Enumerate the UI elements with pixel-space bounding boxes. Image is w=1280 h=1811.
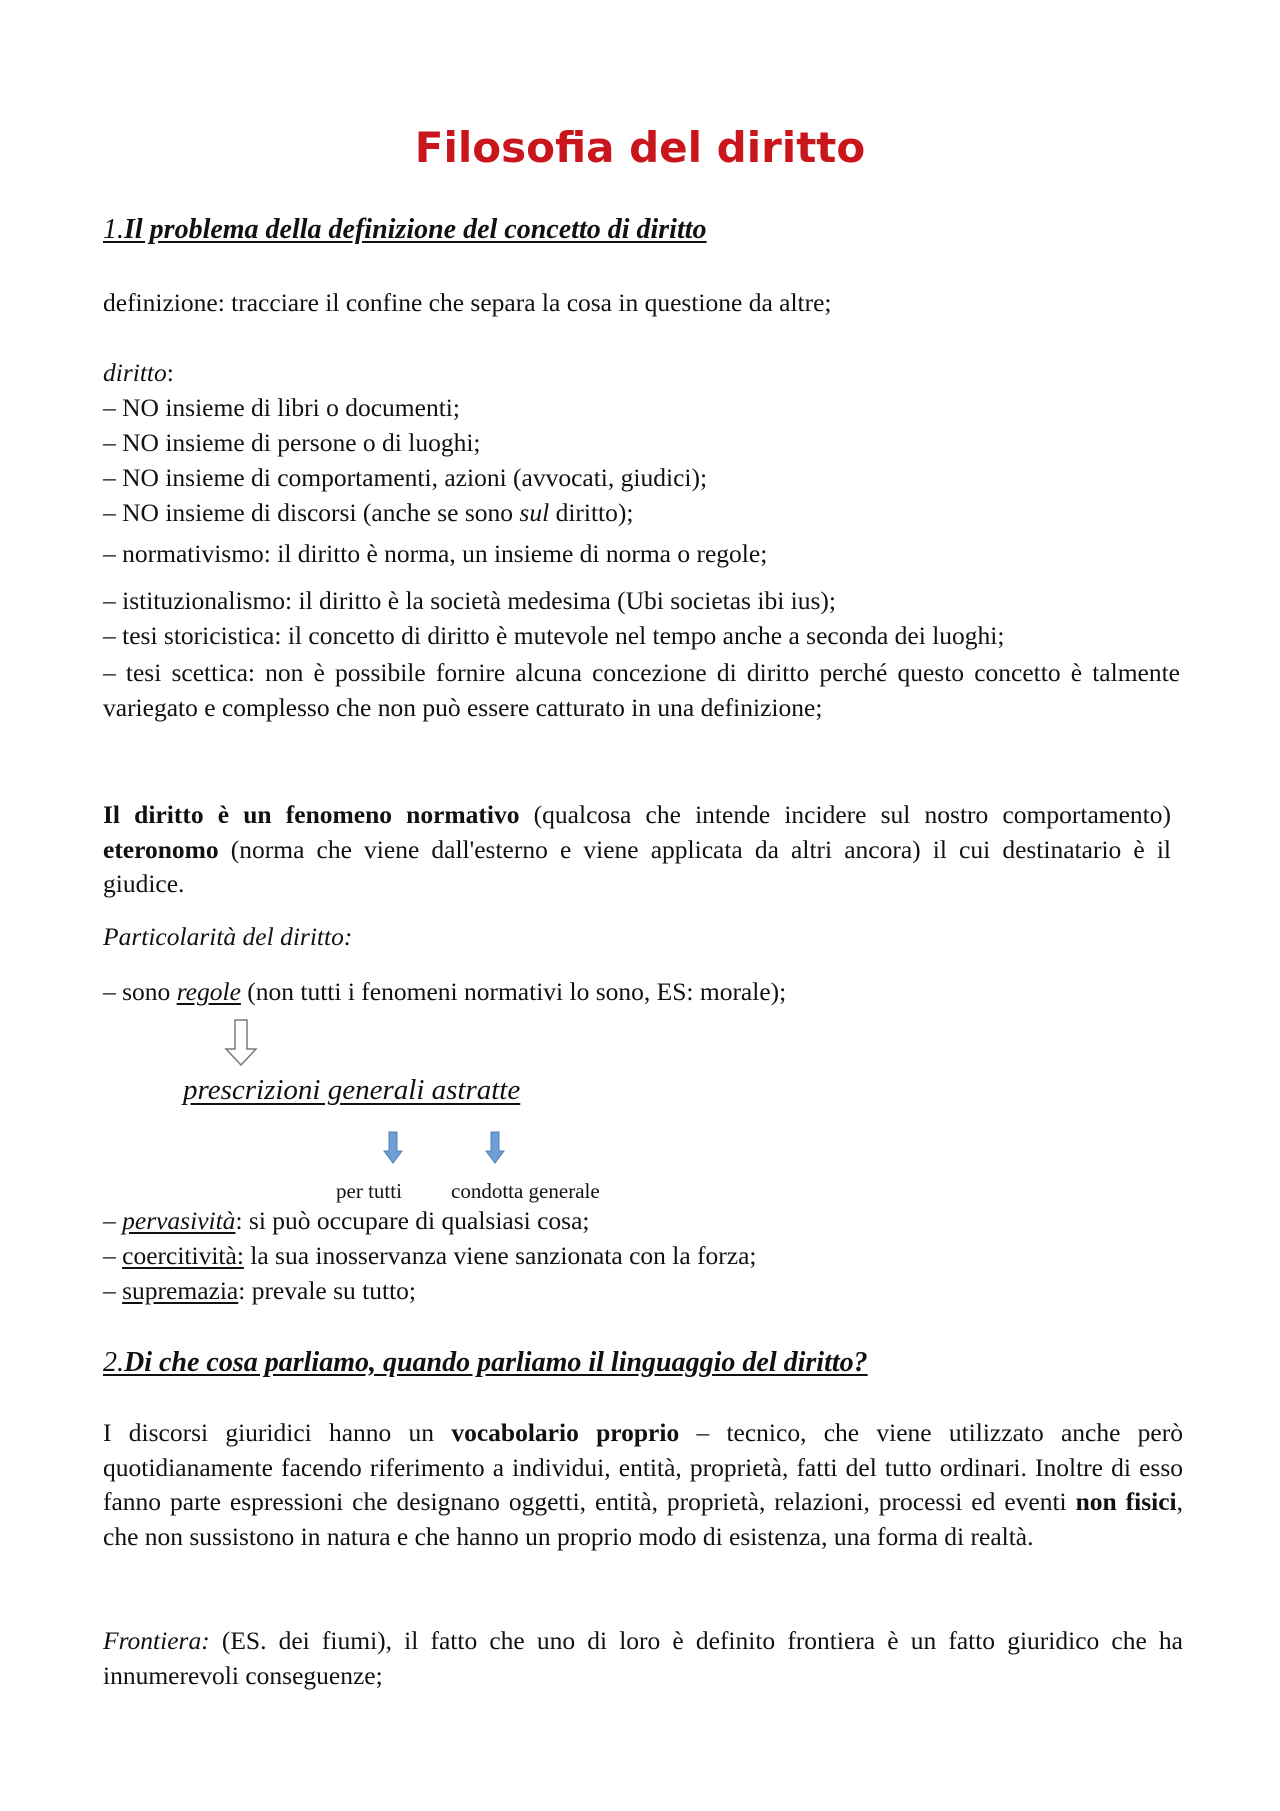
scettica-paragraph: – tesi scettica: non è possibile fornire alcuna concezione di diritto perché questo concetto è talmente variegato e complesso che non può essere catturato in una definizione; [103, 658, 1180, 722]
diritto-label: diritto [103, 358, 167, 387]
fenomeno-paragraph [103, 798, 1171, 902]
definition-line: definizione: tracciare il confine che separa la cosa in questione da altre; [103, 288, 832, 317]
paragraph-text: , che non sussistono in natura e che hanno un proprio modo di esistenza, una forma di realtà. [103, 1487, 1183, 1551]
frontiera-paragraph [103, 1624, 1183, 1693]
down-arrow-blue-icon [383, 1131, 403, 1165]
list-item: – NO insieme di libri o documenti; [103, 393, 460, 422]
per-tutti-label: per tutti [336, 1179, 402, 1203]
dash: – [103, 1276, 123, 1305]
supremazia-line [103, 1274, 416, 1308]
normativismo-line: – normativismo: il diritto è norma, un insieme di norma o regole; [103, 539, 768, 568]
supremazia-text: : prevale su tutto; [238, 1276, 416, 1305]
coercitivita-word: coercitività: [122, 1241, 244, 1270]
diritto-colon: : [166, 358, 174, 387]
dash: – [103, 1206, 123, 1235]
list-item: – NO insieme di persone o di luoghi; [103, 428, 481, 457]
non-fisici-bold: non fisici [1075, 1487, 1177, 1517]
coercitivita-line [103, 1239, 757, 1273]
pervasivita-line [103, 1204, 590, 1238]
fenomeno-bold-1: Il diritto è un fenomeno normativo [103, 800, 520, 829]
coercitivita-text: la sua inosservanza viene sanzionata con la forza; [243, 1241, 757, 1270]
section-2-number: 2. [103, 1347, 124, 1378]
paragraph-text: – tecnico, che viene utilizzato anche però quotidianamente facendo riferimento a individui, entità, proprietà, fatti del tutto ordinari. Inoltre di esso fanno parte espressioni che designano oggetti, entità, proprietà, relazioni, processi ed eventi [103, 1418, 1183, 1517]
section-2-title: Di che cosa parliamo, quando parliamo il linguaggio del diritto? [124, 1347, 868, 1378]
frontiera-text: (ES. dei fiumi), il fatto che uno di loro è definito frontiera è un fatto giuridico che ha innumerevoli conseguenze; [103, 1626, 1183, 1690]
regole-word: regole [176, 977, 241, 1006]
prescrizioni-heading: prescrizioni generali astratte [183, 1074, 521, 1106]
list-item: – NO insieme di comportamenti, azioni (avvocati, giudici); [103, 463, 708, 492]
vocabolario-bold: vocabolario proprio [451, 1418, 680, 1447]
particolarita-heading: Particolarità del diritto: [103, 922, 353, 951]
supremazia-word: supremazia [122, 1276, 239, 1305]
section-1-heading [103, 212, 707, 248]
fenomeno-bold-2: eteronomo [103, 834, 219, 864]
fenomeno-text-1: (qualcosa che intende incidere sul nostro comportamento) [519, 800, 1171, 829]
item4-part-c: diritto); [549, 498, 634, 527]
dash: – [103, 1241, 123, 1270]
vocabolario-paragraph [103, 1416, 1183, 1554]
page-title: Filosofia del diritto [414, 123, 866, 172]
frontiera-label: Frontiera: [103, 1626, 210, 1655]
item4-part-a: – NO insieme di discorsi (anche se sono [103, 498, 520, 527]
regole-part-a: – sono [103, 977, 177, 1006]
pervasivita-word: pervasività [122, 1206, 236, 1235]
paragraph-text: I discorsi giuridici hanno un [103, 1418, 452, 1447]
regole-line [103, 975, 786, 1009]
condotta-generale-label: condotta generale [451, 1179, 600, 1203]
fenomeno-text-2: (norma che viene dall'esterno e viene applicata da altri ancora) il cui destinatario è il giudice. [103, 834, 1171, 898]
istituzionalismo-line: – istituzionalismo: il diritto è la società medesima (Ubi societas ibi ius); [103, 586, 836, 615]
down-arrow-blue-icon [485, 1131, 505, 1165]
item4-part-b: sul [519, 498, 550, 527]
section-1-number: 1. [103, 214, 124, 245]
list-item [103, 496, 633, 530]
pervasivita-text: : si può occupare di qualsiasi cosa; [235, 1206, 590, 1235]
section-1-title: Il problema della definizione del concetto di diritto [124, 214, 707, 245]
down-arrow-outline-icon [224, 1019, 258, 1067]
regole-part-c: (non tutti i fenomeni normativi lo sono, ES: morale); [240, 977, 787, 1006]
section-2-heading [103, 1345, 868, 1381]
storicistica-line: – tesi storicistica: il concetto di diritto è mutevole nel tempo anche a seconda dei luoghi; [103, 621, 1005, 650]
diritto-label-line [103, 356, 174, 390]
